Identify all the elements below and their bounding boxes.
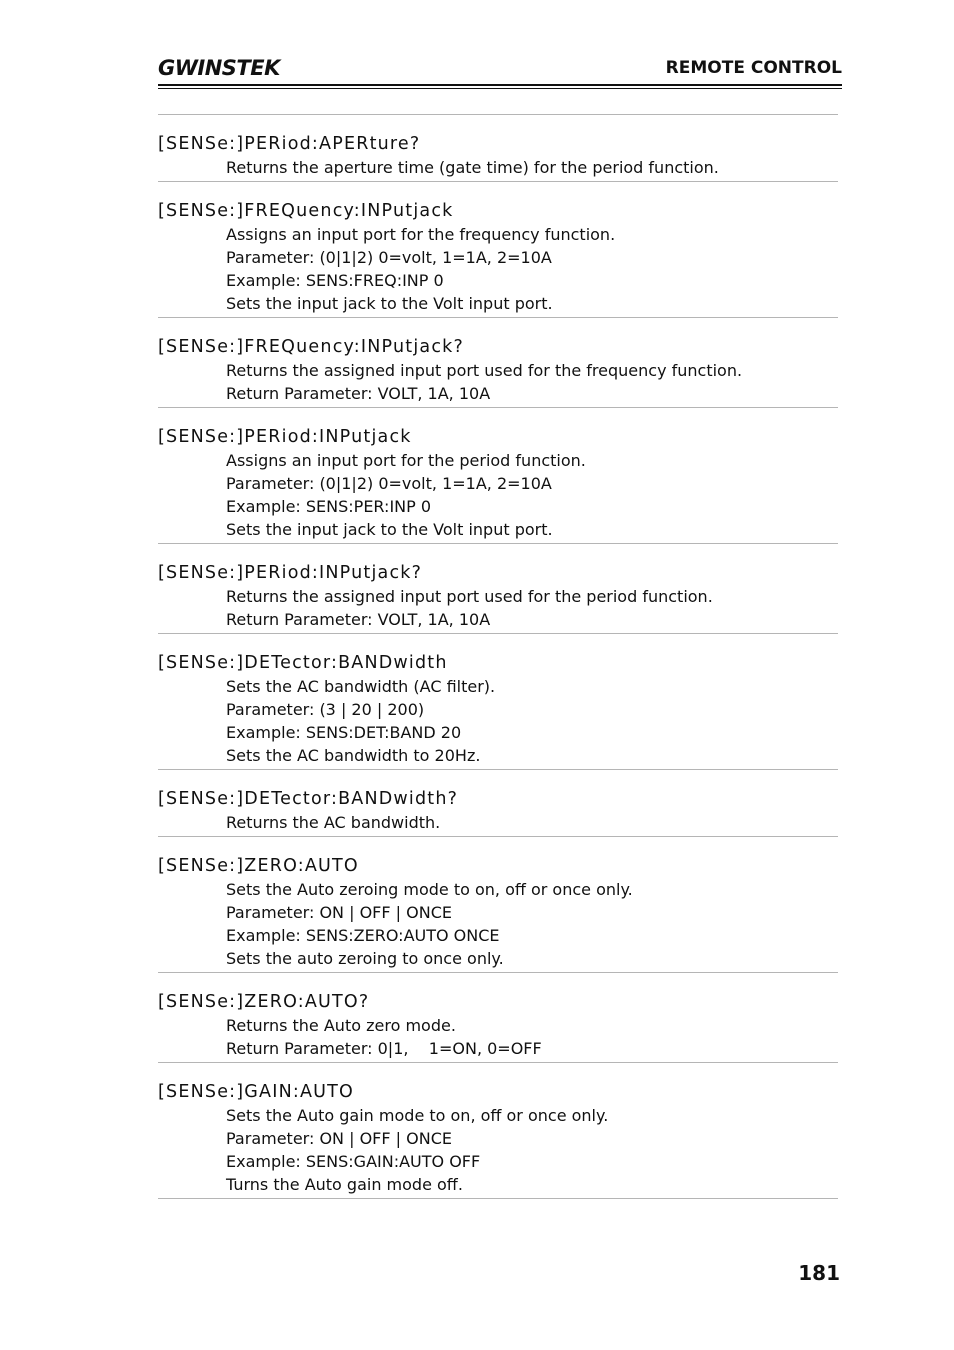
command-description-line: Returns the AC bandwidth. [226,813,441,832]
command-description-line: Parameter: ON | OFF | ONCE [226,1129,452,1148]
page-number: 181 [798,1261,840,1285]
command-description-line: Example: SENS:FREQ:INP 0 [226,271,444,290]
command-entry [158,181,838,317]
command-description-line: Parameter: (3 | 20 | 200) [226,700,425,719]
command-description-line: Assigns an input port for the period function. [226,451,586,470]
command-entry [158,972,838,1062]
command-description-line: Returns the aperture time (gate time) for the period function. [226,158,719,177]
command-entry [158,317,838,407]
command-description-line: Return Parameter: VOLT, 1A, 10A [226,384,491,403]
command-syntax: [SENSe:]FREQuency:INPutjack? [158,337,464,357]
command-description-line: Example: SENS:DET:BAND 20 [226,723,462,742]
command-description-line: Sets the Auto gain mode to on, off or once only. [226,1106,609,1125]
command-entry [158,633,838,769]
command-syntax: [SENSe:]PERiod:APERture? [158,134,421,154]
command-syntax: [SENSe:]DETector:BANDwidth? [158,789,459,809]
command-entry [158,543,838,633]
command-description-line: Returns the assigned input port used for the frequency function. [226,361,743,380]
command-description-line: Returns the Auto zero mode. [226,1016,456,1035]
gwinstek-logo: GWINSTEK [158,56,280,80]
command-description-line: Parameter: (0|1|2) 0=volt, 1=1A, 2=10A [226,248,552,267]
command-description-line: Sets the input jack to the Volt input port. [226,520,553,539]
command-syntax: [SENSe:]PERiod:INPutjack? [158,563,423,583]
header-rule-thick [158,84,842,86]
command-entry [158,1062,838,1199]
command-entry [158,114,838,181]
command-syntax: [SENSe:]GAIN:AUTO [158,1082,355,1102]
command-description-line: Parameter: ON | OFF | ONCE [226,903,452,922]
command-description-line: Assigns an input port for the frequency function. [226,225,616,244]
command-description-line: Turns the Auto gain mode off. [226,1175,463,1194]
command-syntax: [SENSe:]DETector:BANDwidth [158,653,448,673]
command-description-line: Example: SENS:GAIN:AUTO OFF [226,1152,481,1171]
command-list [158,114,838,1199]
command-description-line: Sets the auto zeroing to once only. [226,949,504,968]
page-header [158,56,842,90]
command-description-line: Sets the AC bandwidth to 20Hz. [226,746,481,765]
command-syntax: [SENSe:]PERiod:INPutjack [158,427,412,447]
command-syntax: [SENSe:]ZERO:AUTO [158,856,359,876]
command-description-line: Example: SENS:ZERO:AUTO ONCE [226,926,500,945]
command-syntax: [SENSe:]FREQuency:INPutjack [158,201,454,221]
command-entry [158,407,838,543]
command-description-line: Sets the Auto zeroing mode to on, off or once only. [226,880,633,899]
section-title: REMOTE CONTROL [665,58,842,78]
command-syntax: [SENSe:]ZERO:AUTO? [158,992,370,1012]
command-description-line: Return Parameter: 0|1, 1=ON, 0=OFF [226,1039,542,1058]
command-description-line: Sets the input jack to the Volt input port. [226,294,553,313]
command-entry [158,769,838,836]
header-rule-thin [158,88,842,89]
command-description-line: Return Parameter: VOLT, 1A, 10A [226,610,491,629]
command-description-line: Returns the assigned input port used for the period function. [226,587,713,606]
command-description-line: Example: SENS:PER:INP 0 [226,497,432,516]
command-entry [158,836,838,972]
command-description-line: Parameter: (0|1|2) 0=volt, 1=1A, 2=10A [226,474,552,493]
command-description-line: Sets the AC bandwidth (AC filter). [226,677,496,696]
